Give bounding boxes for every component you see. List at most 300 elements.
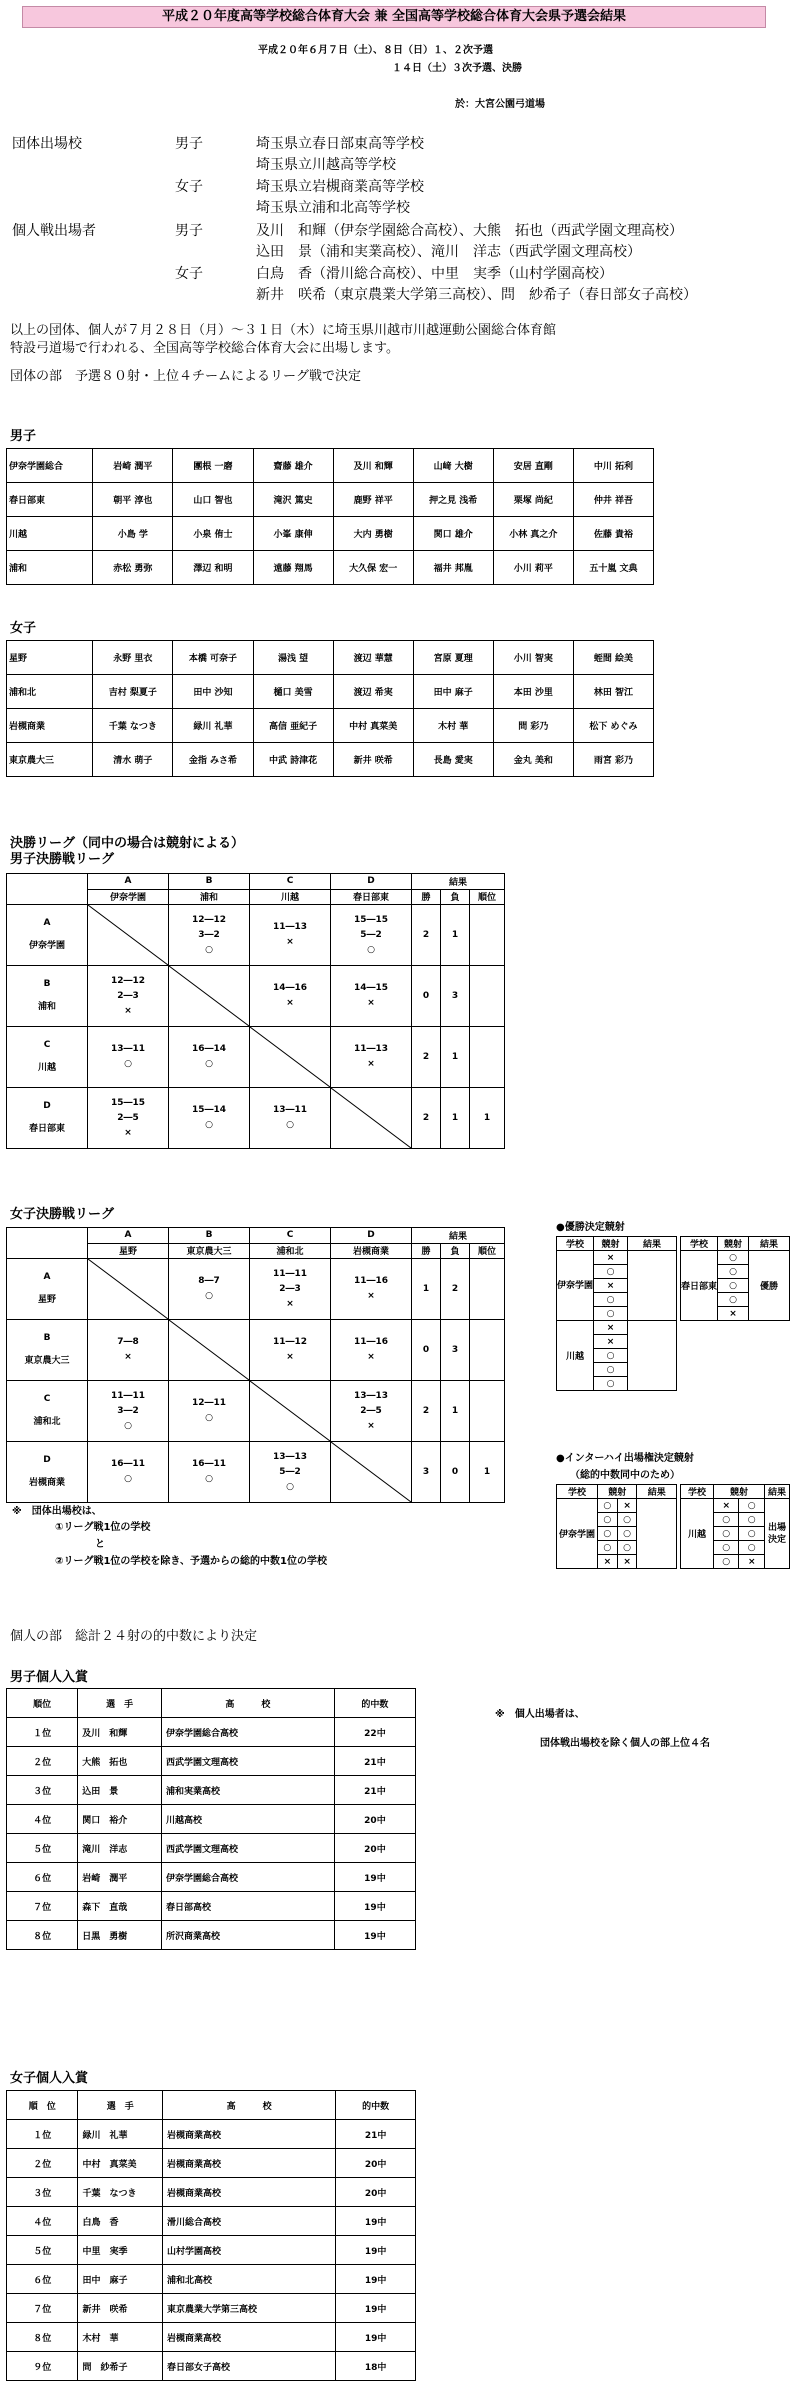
table-row	[7, 2323, 416, 2352]
match-cell	[331, 966, 412, 1027]
ind-hits: 19中	[334, 1863, 415, 1892]
match-cell	[250, 1320, 331, 1381]
female-individual-table	[6, 2090, 416, 2381]
ind-rank: ８位	[7, 2323, 78, 2352]
ind-header: 的中数	[334, 1689, 415, 1718]
roster-member: 押之見 浅希	[413, 483, 493, 517]
team-section-heading: 団体の部 予選８０射・上位４チームによるリーグ戦で決定	[10, 369, 362, 384]
team-male-label: 男子	[175, 136, 203, 152]
rank-header: 順位	[470, 889, 505, 905]
table-row	[7, 1805, 416, 1834]
roster-member: 福井 邦胤	[413, 551, 493, 585]
row-team	[7, 1442, 88, 1503]
ind-player: 岩崎 潤平	[78, 1863, 162, 1892]
ind-male-2: 込田 景（浦和実業高校）、滝川 洋志（西武学園文理高校）	[256, 244, 641, 260]
team-female-2: 埼玉県立浦和北高等学校	[256, 200, 410, 216]
result-rank	[470, 1259, 505, 1320]
ih-result: 出場決定	[765, 1499, 790, 1569]
diagonal-stroke	[88, 905, 168, 965]
league-row	[7, 1442, 505, 1503]
match-cell	[169, 1088, 250, 1149]
result-rank: 1	[470, 1442, 505, 1503]
diagonal-stroke	[250, 1027, 330, 1087]
win-header: 勝	[412, 1243, 441, 1259]
match-mark: ○	[205, 1413, 213, 1423]
league-row	[7, 1259, 505, 1320]
diagonal-stroke	[331, 1442, 411, 1502]
row-team-name: 伊奈学園	[28, 941, 65, 951]
ind-player: 木村 華	[78, 2323, 162, 2352]
ind-player: 千葉 なつき	[78, 2178, 162, 2207]
ind-header: 高 校	[162, 2091, 335, 2120]
ind-header: 順位	[7, 1689, 78, 1718]
match-cell	[250, 1259, 331, 1320]
ind-player: 日黒 勇樹	[78, 1921, 162, 1950]
ind-female-2: 新井 咲希（東京農業大学第三高校）、問 紗希子（春日部女子高校）	[256, 287, 697, 303]
notice-2: 特設弓道場で行われる、全国高等学校総合体育大会に出場します。	[10, 341, 399, 356]
match-mark: ×	[367, 998, 375, 1008]
result-rank	[470, 966, 505, 1027]
corner-cell	[7, 874, 88, 905]
match-mark: ×	[286, 998, 294, 1008]
team-name: 川越	[250, 889, 331, 905]
corner-cell	[7, 1228, 88, 1259]
ind-rank: ２位	[7, 1747, 78, 1776]
row-team	[7, 966, 88, 1027]
match-cell	[169, 1027, 250, 1088]
roster-member: 永野 里衣	[93, 641, 173, 675]
roster-member: 松下 めぐみ	[573, 709, 653, 743]
match-mark: ○	[367, 944, 375, 955]
ind-school: 東京農業大学第三高校	[162, 2294, 335, 2323]
ind-rank: ３位	[7, 1776, 78, 1805]
diagonal-line	[88, 905, 168, 965]
table-row	[7, 2120, 416, 2149]
match-mark: ×	[124, 1127, 132, 1138]
ind-header: 高 校	[162, 1689, 335, 1718]
individual-label: 個人戦出場者	[12, 223, 96, 239]
loss-header: 負	[441, 889, 470, 905]
match-extra: 5―2	[360, 929, 382, 940]
match-mark: ×	[286, 1352, 294, 1362]
match-cell	[331, 1259, 412, 1320]
table-row	[7, 641, 654, 675]
match-cell	[331, 1027, 412, 1088]
table-row	[7, 1718, 416, 1747]
match-mark: ×	[367, 1352, 375, 1362]
ind-player: 問 紗希子	[78, 2352, 162, 2381]
team-name: 星野	[88, 1243, 169, 1259]
match-cell	[88, 966, 169, 1027]
row-team-name: 春日部東	[28, 1124, 65, 1134]
table-row	[7, 675, 654, 709]
league-row	[7, 966, 505, 1027]
result-win: 3	[412, 1442, 441, 1503]
match-score: 12―11	[191, 1398, 227, 1408]
match-score: 14―16	[272, 983, 308, 993]
notice-1: 以上の団体、個人が７月２８日（月）～３１日（木）に埼玉県川越市川越運動公園総合体育館	[10, 323, 557, 338]
match-extra: 3―2	[117, 1405, 139, 1416]
row-team	[7, 1259, 88, 1320]
diagonal-stroke	[169, 966, 249, 1026]
roster-member: 金丸 美和	[493, 743, 573, 777]
match-score: 11―11	[272, 1268, 308, 1279]
row-team-letter: B	[43, 1333, 51, 1343]
row-team-letter: B	[43, 979, 51, 989]
ind-school: 伊奈学園総合高校	[162, 1863, 335, 1892]
league-row	[7, 1320, 505, 1381]
ih-subtitle: （総的中数同中のため）	[570, 1470, 680, 1481]
league-row	[7, 1381, 505, 1442]
result-loss: 1	[441, 1088, 470, 1149]
roster-member: 小島 学	[93, 517, 173, 551]
row-team-letter: A	[43, 1272, 51, 1282]
team-male-2: 埼玉県立川越高等学校	[256, 157, 396, 173]
result-loss: 1	[441, 1381, 470, 1442]
male-league-table	[6, 873, 505, 1149]
result-rank	[470, 1381, 505, 1442]
roster-member: 遠藤 翔馬	[253, 551, 333, 585]
match-score: 11―16	[353, 1276, 389, 1286]
match-score: 15―14	[191, 1105, 227, 1115]
result-win: 2	[412, 1088, 441, 1149]
match-extra: 5―2	[279, 1466, 301, 1477]
roster-member: 新井 咲希	[333, 743, 413, 777]
ind-player: 田中 麻子	[78, 2265, 162, 2294]
match-mark: ○	[124, 1420, 132, 1431]
diagonal-stroke	[331, 1088, 411, 1148]
diagonal-stroke	[169, 1320, 249, 1380]
ind-rank: １位	[7, 2120, 78, 2149]
ind-school: 岩槻商業高校	[162, 2149, 335, 2178]
match-mark: ×	[124, 1352, 132, 1362]
table-row	[7, 2207, 416, 2236]
team-name: 岩槻商業	[331, 1243, 412, 1259]
roster-member: 栗塚 尚紀	[493, 483, 573, 517]
match-score: 8―7	[198, 1276, 220, 1286]
ind-hits: 18中	[336, 2352, 416, 2381]
match-mark: ○	[124, 1474, 132, 1484]
result-win: 2	[412, 1027, 441, 1088]
ind-note-2: 団体戦出場校を除く個人の部上位４名	[540, 1738, 710, 1749]
table-row	[7, 483, 654, 517]
ind-rank: １位	[7, 1718, 78, 1747]
diagonal-line	[250, 1381, 330, 1441]
league-heading: 決勝リーグ（同中の場合は競射による）	[10, 836, 245, 851]
roster-school: 伊奈学園総合	[7, 449, 93, 483]
individual-section-heading: 個人の部 総計２４射の的中数により決定	[10, 1629, 258, 1644]
roster-member: 滝沢 篤史	[253, 483, 333, 517]
table-row	[7, 2265, 416, 2294]
champ-school-2: 川越	[557, 1321, 594, 1391]
roster-member: 安居 直剛	[493, 449, 573, 483]
league-row	[7, 1088, 505, 1149]
diagonal-line	[169, 1320, 249, 1380]
match-extra: 2―5	[360, 1405, 382, 1416]
match-cell	[169, 1381, 250, 1442]
ind-hits: 19中	[334, 1892, 415, 1921]
self-cell	[331, 1442, 412, 1503]
row-team-name: 東京農大三	[24, 1356, 70, 1366]
self-cell	[250, 1381, 331, 1442]
ind-male-label: 男子	[175, 223, 203, 239]
roster-member: 及川 和輝	[333, 449, 413, 483]
ind-rank: ５位	[7, 2236, 78, 2265]
ind-school: 西武学園文理高校	[162, 1834, 335, 1863]
match-cell	[169, 1442, 250, 1503]
roster-member: 齋藤 雄介	[253, 449, 333, 483]
ind-player: 込田 景	[78, 1776, 162, 1805]
row-team-letter: C	[43, 1040, 51, 1050]
team-letter: B	[169, 874, 250, 890]
match-score: 11―12	[272, 1337, 308, 1347]
roster-member: 渡辺 華慧	[333, 641, 413, 675]
ind-rank: ８位	[7, 1921, 78, 1950]
ind-player: 緑川 礼華	[78, 2120, 162, 2149]
table-row	[7, 1747, 416, 1776]
match-extra: 3―2	[198, 929, 220, 940]
roster-member: 渡辺 希実	[333, 675, 413, 709]
row-team-name: 岩槻商業	[28, 1478, 65, 1488]
result-rank: 1	[470, 1088, 505, 1149]
ind-hits: 22中	[334, 1718, 415, 1747]
match-score: 15―15	[353, 914, 389, 925]
match-mark: ×	[286, 1298, 294, 1309]
match-mark: ×	[367, 1420, 375, 1431]
match-cell	[250, 905, 331, 966]
team-name: 浦和北	[250, 1243, 331, 1259]
match-cell	[88, 1320, 169, 1381]
match-score: 12―12	[110, 975, 146, 986]
match-cell	[331, 1320, 412, 1381]
match-extra: 2―3	[279, 1283, 301, 1294]
roster-member: 小川 莉平	[493, 551, 573, 585]
team-letter: C	[250, 1228, 331, 1244]
team-letter: D	[331, 874, 412, 890]
roster-school: 東京農大三	[7, 743, 93, 777]
female-ind-heading: 女子個人入賞	[10, 2071, 89, 2086]
ind-rank: ７位	[7, 2294, 78, 2323]
note-3: と	[95, 1539, 105, 1550]
roster-member: 小峯 康伸	[253, 517, 333, 551]
row-team	[7, 1088, 88, 1149]
table-row	[7, 449, 654, 483]
table-row	[7, 1834, 416, 1863]
match-mark: ○	[286, 1481, 294, 1492]
match-mark: ○	[205, 1120, 213, 1130]
row-team	[7, 1381, 88, 1442]
ind-note-1: ※ 個人出場者は、	[495, 1709, 585, 1720]
roster-member: 緑川 礼華	[173, 709, 253, 743]
ind-rank: ９位	[7, 2352, 78, 2381]
roster-member: 問 彩乃	[493, 709, 573, 743]
self-cell	[169, 966, 250, 1027]
note-4: ②リーグ戦1位の学校を除き、予選からの総的中数1位の学校	[55, 1556, 327, 1567]
result-win: 0	[412, 966, 441, 1027]
result-win: 1	[412, 1259, 441, 1320]
match-cell	[169, 905, 250, 966]
table-row	[7, 1892, 416, 1921]
match-score: 11―13	[272, 922, 308, 932]
male-roster-table	[6, 448, 654, 585]
result-win: 0	[412, 1320, 441, 1381]
roster-member: 本橋 可奈子	[173, 641, 253, 675]
win-header: 勝	[412, 889, 441, 905]
ind-player: 白鳥 香	[78, 2207, 162, 2236]
ind-player: 中村 真菜美	[78, 2149, 162, 2178]
team-letter: A	[88, 874, 169, 890]
table-row	[7, 551, 654, 585]
female-league-heading: 女子決勝戦リーグ	[10, 1207, 115, 1222]
diagonal-line	[331, 1442, 411, 1502]
ind-female-label: 女子	[175, 266, 203, 282]
ind-rank: ７位	[7, 1892, 78, 1921]
roster-school: 春日部東	[7, 483, 93, 517]
team-label: 団体出場校	[12, 136, 82, 152]
result-rank	[470, 905, 505, 966]
ind-school: 春日部女子高校	[162, 2352, 335, 2381]
ind-school: 岩槻商業高校	[162, 2178, 335, 2207]
ind-rank: ２位	[7, 2149, 78, 2178]
ind-school: 滑川総合高校	[162, 2207, 335, 2236]
roster-member: 中武 詩津花	[253, 743, 333, 777]
match-score: 16―11	[110, 1459, 146, 1469]
self-cell	[331, 1088, 412, 1149]
note-2: ①リーグ戦1位の学校	[55, 1522, 151, 1533]
ind-school: 川越高校	[162, 1805, 335, 1834]
ind-hits: 20中	[336, 2149, 416, 2178]
ind-hits: 21中	[336, 2120, 416, 2149]
self-cell	[169, 1320, 250, 1381]
ind-player: 中里 実季	[78, 2236, 162, 2265]
table-row	[7, 2178, 416, 2207]
champ-table-right: 学校 競射 結果 春日部東 ○ 優勝 ○ ○ ○ ×	[680, 1236, 790, 1321]
team-female-1: 埼玉県立岩槻商業高等学校	[256, 179, 424, 195]
roster-school: 浦和北	[7, 675, 93, 709]
ind-header: 選 手	[78, 2091, 162, 2120]
match-score: 13―13	[272, 1451, 308, 1462]
ind-hits: 20中	[336, 2178, 416, 2207]
row-team-name: 浦和	[37, 1002, 56, 1012]
ind-player: 滝川 洋志	[78, 1834, 162, 1863]
team-name: 東京農大三	[169, 1243, 250, 1259]
team-name: 春日部東	[331, 889, 412, 905]
roster-member: 佐藤 貴裕	[573, 517, 653, 551]
ind-header: 選 手	[78, 1689, 162, 1718]
ind-school: 岩槻商業高校	[162, 2120, 335, 2149]
match-score: 11―13	[353, 1044, 389, 1054]
match-cell	[88, 1088, 169, 1149]
roster-member: 高信 亜紀子	[253, 709, 333, 743]
row-team-name: 川越	[37, 1063, 56, 1073]
match-mark: ○	[205, 1059, 213, 1069]
row-team-letter: A	[43, 918, 51, 928]
roster-member: 澤辺 和明	[173, 551, 253, 585]
team-letter: C	[250, 874, 331, 890]
match-cell	[250, 1088, 331, 1149]
roster-member: 本田 沙里	[493, 675, 573, 709]
champ-title: ●優勝決定競射	[556, 1222, 625, 1233]
roster-member: 大内 勇樹	[333, 517, 413, 551]
result-header: 結果	[412, 1228, 505, 1244]
page-title: 平成２０年度高等学校総合体育大会 兼 全国高等学校総合体育大会県予選会結果	[22, 6, 766, 28]
self-cell	[88, 1259, 169, 1320]
ind-player: 森下 直哉	[78, 1892, 162, 1921]
row-team	[7, 905, 88, 966]
table-row	[7, 2236, 416, 2265]
roster-member: 鹿野 祥平	[333, 483, 413, 517]
roster-member: 山﨑 大樹	[413, 449, 493, 483]
team-letter: D	[331, 1228, 412, 1244]
diagonal-line	[331, 1088, 411, 1148]
result-loss: 0	[441, 1442, 470, 1503]
roster-member: 小川 智実	[493, 641, 573, 675]
ih-school-2: 川越	[681, 1499, 714, 1569]
self-cell	[250, 1027, 331, 1088]
row-team	[7, 1027, 88, 1088]
match-cell	[331, 905, 412, 966]
ind-hits: 20中	[334, 1805, 415, 1834]
row-team-letter: D	[43, 1101, 51, 1111]
roster-member: 中村 真菜美	[333, 709, 413, 743]
roster-member: 蛭間 絵美	[573, 641, 653, 675]
row-team-name: 星野	[37, 1295, 56, 1305]
female-roster-label: 女子	[10, 621, 37, 636]
ind-player: 関口 裕介	[78, 1805, 162, 1834]
roster-member: 長島 愛実	[413, 743, 493, 777]
roster-member: 五十嵐 文典	[573, 551, 653, 585]
table-row	[7, 1921, 416, 1950]
table-row	[7, 709, 654, 743]
champ-result: 優勝	[749, 1251, 790, 1321]
ind-header-row	[7, 1689, 416, 1718]
match-mark: ○	[205, 1474, 213, 1484]
match-score: 16―14	[191, 1044, 227, 1054]
roster-member: 金指 みさ希	[173, 743, 253, 777]
roster-member: 仲井 祥吾	[573, 483, 653, 517]
match-mark: ×	[367, 1291, 375, 1301]
match-cell	[88, 1442, 169, 1503]
roster-member: 田中 沙知	[173, 675, 253, 709]
ind-header: 順 位	[7, 2091, 78, 2120]
roster-member: 團根 一磨	[173, 449, 253, 483]
loss-header: 負	[441, 1243, 470, 1259]
ind-rank: ４位	[7, 2207, 78, 2236]
ind-school: 所沢商業高校	[162, 1921, 335, 1950]
result-loss: 2	[441, 1259, 470, 1320]
roster-member: 樋口 美雪	[253, 675, 333, 709]
roster-member: 雨宮 彩乃	[573, 743, 653, 777]
ind-rank: ４位	[7, 1805, 78, 1834]
league-row	[7, 1027, 505, 1088]
match-extra: 2―3	[117, 990, 139, 1001]
roster-member: 中川 拓利	[573, 449, 653, 483]
roster-member: 小林 真之介	[493, 517, 573, 551]
match-score: 13―11	[110, 1044, 146, 1054]
diagonal-line	[88, 1259, 168, 1319]
ind-school: 浦和実業高校	[162, 1776, 335, 1805]
champ-school-3: 春日部東	[681, 1251, 718, 1321]
team-female-label: 女子	[175, 179, 203, 195]
ind-hits: 19中	[336, 2207, 416, 2236]
row-team-name: 浦和北	[33, 1417, 61, 1427]
roster-school: 岩槻商業	[7, 709, 93, 743]
ih-title: ●インターハイ出場権決定競射	[556, 1453, 694, 1464]
ind-hits: 21中	[334, 1747, 415, 1776]
match-score: 13―13	[353, 1390, 389, 1401]
roster-school: 浦和	[7, 551, 93, 585]
roster-member: 山口 智也	[173, 483, 253, 517]
